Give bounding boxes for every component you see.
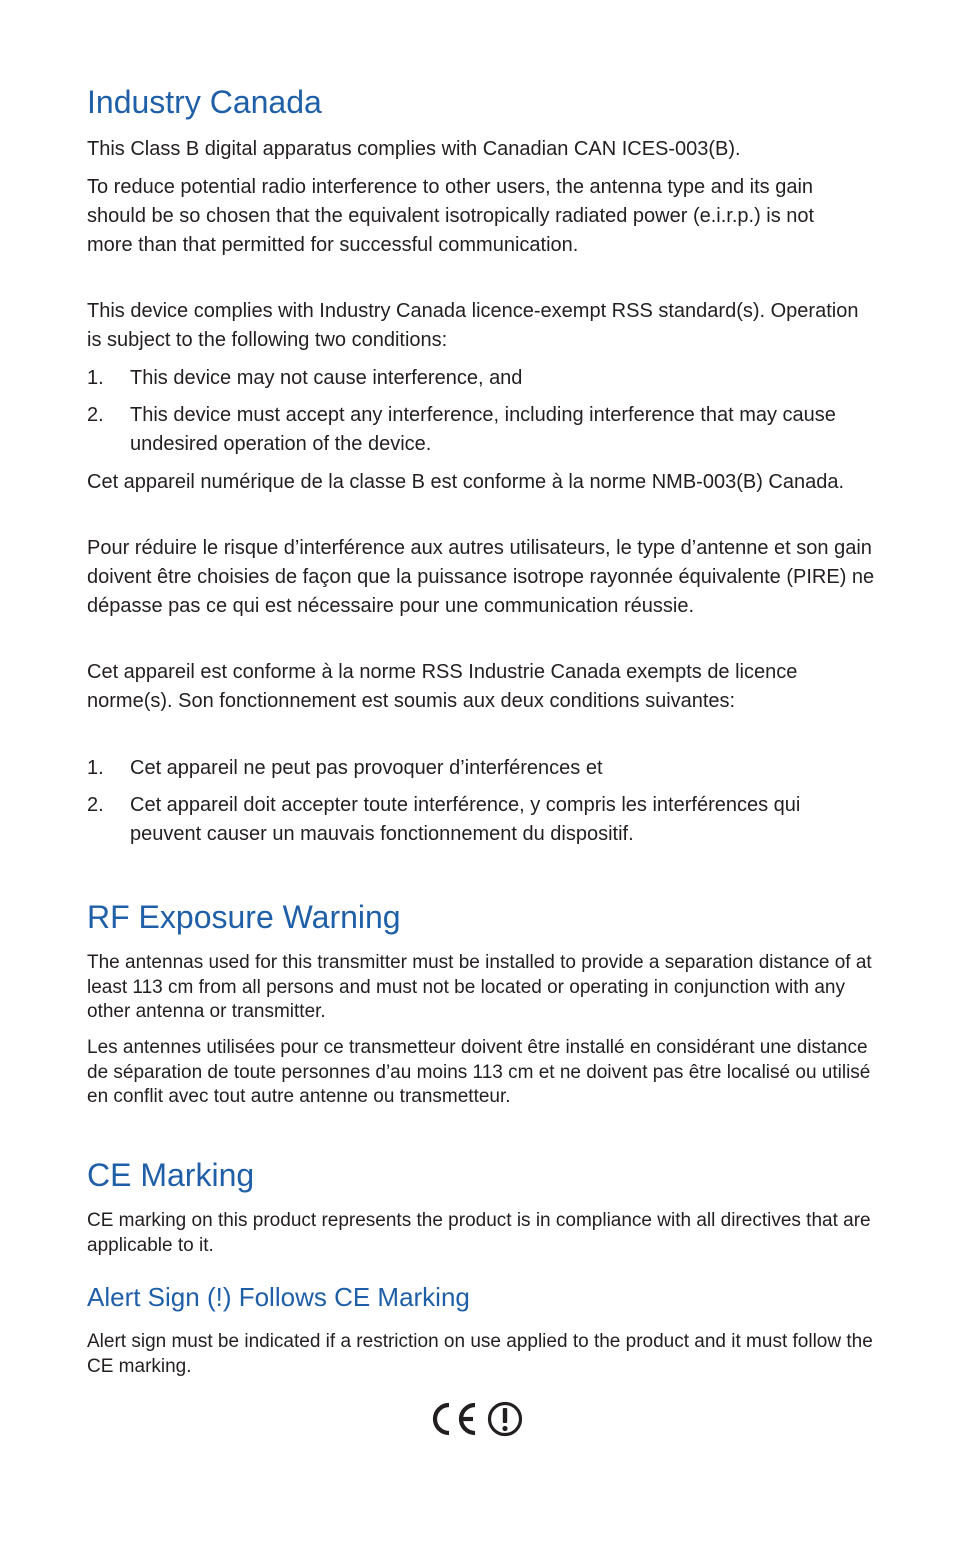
- rf-exposure-p2: Les antennes utilisées pour ce transmetteur doivent être installé en considérant une distance de séparation de toute personnes d’au moins 113 cm et ne doivent pas être localisé ou utilisé en conflit avec tout autre antenne ou transmetteur.: [87, 1037, 871, 1107]
- ce-marking-p1: CE marking on this product represents the product is in compliance with all directives that are applicable to it.: [87, 1210, 871, 1256]
- list-text: Cet appareil ne peut pas provoquer d’interférences et: [130, 757, 603, 779]
- rf-exposure-heading: RF Exposure Warning: [87, 899, 401, 935]
- list-number: 1.: [87, 757, 104, 779]
- ce-alert-marks: [427, 1400, 527, 1438]
- ce-marking-heading: CE Marking: [87, 1157, 255, 1193]
- industry-canada-p3: This device complies with Industry Canada licence-exempt RSS standard(s). Operation is subject to the following two conditions:: [87, 300, 859, 351]
- compliance-marks: [0, 1400, 954, 1438]
- list-item: [87, 401, 877, 459]
- list-text: This device must accept any interference, including interference that may cause undesired operation of the device.: [130, 404, 836, 455]
- list-number: 2.: [87, 794, 104, 816]
- industry-canada-p6: Cet appareil est conforme à la norme RSS Industrie Canada exempts de licence norme(s). Son fonctionnement est soumis aux deux conditions suivantes:: [87, 661, 798, 712]
- list-number: 2.: [87, 404, 104, 426]
- list-text: Cet appareil doit accepter toute interférence, y compris les interférences qui peuvent causer un mauvais fonctionnement du dispositif.: [130, 794, 801, 845]
- list-number: 1.: [87, 367, 104, 389]
- industry-canada-p5: Pour réduire le risque d’interférence aux autres utilisateurs, le type d’antenne et son gain doivent être choisies de façon que la puissance isotrope rayonnée équivalente (PIRE) ne dépasse pas ce qui est nécessaire pour une communication réussie.: [87, 537, 875, 617]
- industry-canada-p4: Cet appareil numérique de la classe B est conforme à la norme NMB-003(B) Canada.: [87, 471, 845, 493]
- alert-circle-icon: [490, 1404, 521, 1435]
- rf-exposure-p1: The antennas used for this transmitter must be installed to provide a separation distance of at least 113 cm from all persons and must not be located or operating in conjunction with any other antenna or transmitter.: [87, 952, 872, 1022]
- alert-sign-p1: Alert sign must be indicated if a restriction on use applied to the product and it must follow the CE marking.: [87, 1331, 873, 1377]
- list-item: [87, 791, 847, 849]
- list-text: This device may not cause interference, and: [130, 367, 523, 389]
- industry-canada-p1: This Class B digital apparatus complies with Canadian CAN ICES-003(B).: [87, 138, 741, 160]
- list-item: [87, 364, 877, 393]
- list-item: [87, 754, 877, 783]
- ce-mark-icon: [435, 1405, 475, 1433]
- industry-canada-heading: Industry Canada: [87, 84, 322, 120]
- industry-canada-p2: To reduce potential radio interference to other users, the antenna type and its gain should be so chosen that the equivalent isotropically radiated power (e.i.r.p.) is not more than that permitted for successful communication.: [87, 176, 815, 256]
- alert-sign-heading: Alert Sign (!) Follows CE Marking: [87, 1282, 470, 1312]
